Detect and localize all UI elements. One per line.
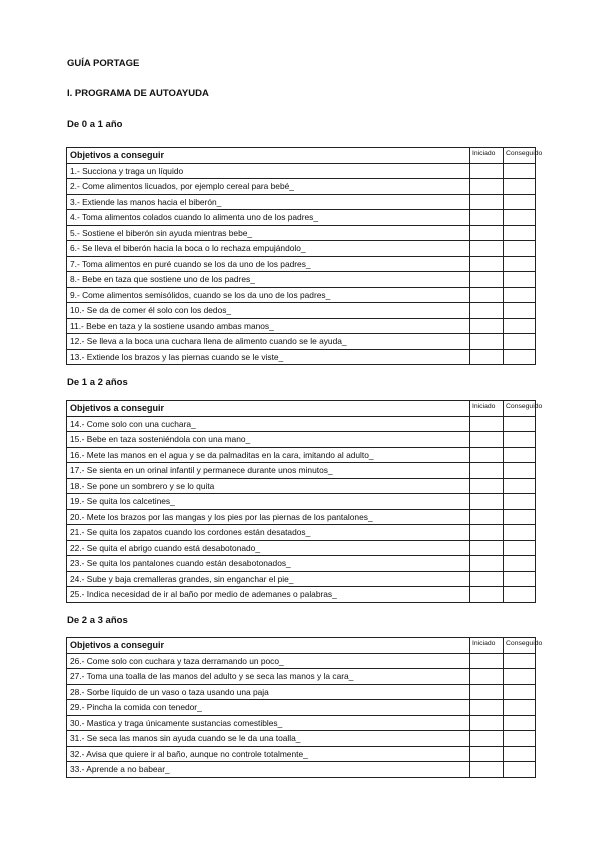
objective-cell: 12.- Se lleva a la boca una cuchara llena de alimento cuando se le ayuda_ [67,334,470,350]
objective-cell: 20.- Mete los brazos por las mangas y los pies por las piernas de los pantalones_ [67,509,470,525]
achieved-cell[interactable] [504,700,536,716]
objective-cell: 7.- Toma alimentos en puré cuando se los da uno de los padres_ [67,256,470,272]
header-objectives: Objetivos a conseguir [67,148,470,164]
objectives-table-0 [66,147,543,365]
objective-cell: 33.- Aprende a no babear_ [67,762,470,778]
objective-cell: 11.- Bebe en taza y la sostiene usando ambas manos_ [67,318,470,334]
achieved-cell[interactable] [504,556,536,572]
achieved-cell[interactable] [504,225,536,241]
table-row [67,349,536,365]
objective-cell: 3.- Extiende las manos hacia el biberón_ [67,194,470,210]
achieved-cell[interactable] [504,463,536,479]
achieved-cell[interactable] [504,179,536,195]
header-objectives: Objetivos a conseguir [67,638,470,654]
started-cell[interactable] [470,287,504,303]
achieved-cell[interactable] [504,494,536,510]
table-row [67,494,536,510]
table-row [67,731,536,747]
started-cell[interactable] [470,587,504,603]
objective-cell: 18.- Se pone un sombrero y se lo quita [67,478,470,494]
objective-cell: 21.- Se quita los zapatos cuando los cordones están desatados_ [67,525,470,541]
age-heading-0: De 0 a 1 año [67,119,123,130]
objective-cell: 22.- Se quita el abrigo cuando está desabotonado_ [67,540,470,556]
achieved-cell[interactable] [504,272,536,288]
table-row [67,318,536,334]
objective-cell: 6.- Se lleva el biberón hacia la boca o lo rechaza empujándolo_ [67,241,470,257]
started-cell[interactable] [470,525,504,541]
started-cell[interactable] [470,432,504,448]
objective-cell: 14.- Come solo con una cuchara_ [67,416,470,432]
achieved-cell[interactable] [504,334,536,350]
started-cell[interactable] [470,163,504,179]
objective-cell: 24.- Sube y baja cremalleras grandes, sin enganchar el pie_ [67,571,470,587]
achieved-cell[interactable] [504,525,536,541]
objective-cell: 26.- Come solo con cuchara y taza derramando un poco_ [67,653,470,669]
table-row [67,463,536,479]
started-cell[interactable] [470,669,504,685]
table-row [67,525,536,541]
achieved-cell[interactable] [504,163,536,179]
achieved-cell[interactable] [504,478,536,494]
started-cell[interactable] [470,272,504,288]
achieved-cell[interactable] [504,241,536,257]
achieved-cell[interactable] [504,653,536,669]
achieved-cell[interactable] [504,318,536,334]
started-cell[interactable] [470,256,504,272]
table-row [67,556,536,572]
started-cell[interactable] [470,416,504,432]
objective-cell: 17.- Se sienta en un orinal infantil y permanece durante unos minutos_ [67,463,470,479]
achieved-cell[interactable] [504,303,536,319]
objective-cell: 16.- Mete las manos en el agua y se da palmaditas en la cara, imitando al adulto_ [67,447,470,463]
table-row [67,447,536,463]
achieved-cell[interactable] [504,746,536,762]
objective-cell: 15.- Bebe en taza sosteniéndola con una mano_ [67,432,470,448]
objective-cell: 8.- Bebe en taza que sostiene uno de los padres_ [67,272,470,288]
objective-cell: 27.- Toma una toalla de las manos del adulto y se seca las manos y la cara_ [67,669,470,685]
started-cell[interactable] [470,179,504,195]
achieved-cell[interactable] [504,447,536,463]
objectives-table-1 [66,400,543,603]
achieved-cell[interactable] [504,256,536,272]
started-cell[interactable] [470,210,504,226]
started-cell[interactable] [470,225,504,241]
objective-cell: 25.- Indica necesidad de ir al baño por medio de ademanes o palabras_ [67,587,470,603]
table-row [67,684,536,700]
started-cell[interactable] [470,746,504,762]
header-started: Iniciado [470,401,504,417]
table-row [67,715,536,731]
header-objectives: Objetivos a conseguir [67,401,470,417]
table-header-row [67,148,536,164]
started-cell[interactable] [470,241,504,257]
table-row [67,432,536,448]
achieved-cell[interactable] [504,571,536,587]
objective-cell: 9.- Come alimentos semisólidos, cuando se los da uno de los padres_ [67,287,470,303]
objective-cell: 4.- Toma alimentos colados cuando lo alimenta uno de los padres_ [67,210,470,226]
table-row [67,241,536,257]
achieved-cell[interactable] [504,416,536,432]
table-row [67,653,536,669]
header-achieved: Conseguido [504,401,536,417]
table-row [67,194,536,210]
objective-cell: 30.- Mastica y traga únicamente sustancias comestibles_ [67,715,470,731]
achieved-cell[interactable] [504,731,536,747]
achieved-cell[interactable] [504,349,536,365]
table-row [67,571,536,587]
header-achieved: Conseguido [504,638,536,654]
table-row [67,163,536,179]
started-cell[interactable] [470,731,504,747]
table-row [67,700,536,716]
achieved-cell[interactable] [504,509,536,525]
table-header-row [67,638,536,654]
achieved-cell[interactable] [504,287,536,303]
table-row [67,416,536,432]
table-row [67,509,536,525]
objective-cell: 28.- Sorbe líquido de un vaso o taza usando una paja [67,684,470,700]
achieved-cell[interactable] [504,715,536,731]
started-cell[interactable] [470,715,504,731]
started-cell[interactable] [470,303,504,319]
table-header-row [67,401,536,417]
table-row [67,540,536,556]
started-cell[interactable] [470,478,504,494]
started-cell[interactable] [470,194,504,210]
objectives-table-2 [66,637,543,778]
achieved-cell[interactable] [504,432,536,448]
started-cell[interactable] [470,684,504,700]
started-cell[interactable] [470,349,504,365]
started-cell[interactable] [470,447,504,463]
table-row [67,587,536,603]
started-cell[interactable] [470,762,504,778]
objective-cell: 5.- Sostiene el biberón sin ayuda mientras bebe_ [67,225,470,241]
started-cell[interactable] [470,463,504,479]
started-cell[interactable] [470,571,504,587]
achieved-cell[interactable] [504,540,536,556]
objective-cell: 19.- Se quita los calcetines_ [67,494,470,510]
objective-cell: 31.- Se seca las manos sin ayuda cuando se le da una toalla_ [67,731,470,747]
objective-cell: 1.- Succiona y traga un líquido [67,163,470,179]
table-row [67,287,536,303]
table-row [67,478,536,494]
achieved-cell[interactable] [504,762,536,778]
age-heading-2: De 2 a 3 años [67,615,128,626]
objective-cell: 23.- Se quita los pantalones cuando están desabotonados_ [67,556,470,572]
header-started: Iniciado [470,638,504,654]
achieved-cell[interactable] [504,194,536,210]
objective-cell: 2.- Come alimentos licuados, por ejemplo cereal para bebé_ [67,179,470,195]
achieved-cell[interactable] [504,210,536,226]
table-row [67,334,536,350]
table-row [67,272,536,288]
table-row [67,225,536,241]
table-row [67,762,536,778]
table-row [67,303,536,319]
achieved-cell[interactable] [504,587,536,603]
table-row [67,746,536,762]
started-cell[interactable] [470,540,504,556]
achieved-cell[interactable] [504,684,536,700]
started-cell[interactable] [470,334,504,350]
program-title: I. PROGRAMA DE AUTOAYUDA [67,88,209,99]
achieved-cell[interactable] [504,669,536,685]
objective-cell: 32.- Avisa que quiere ir al baño, aunque no controle totalmente_ [67,746,470,762]
objective-cell: 10.- Se da de comer él solo con los dedos_ [67,303,470,319]
document-title: GUÍA PORTAGE [67,58,140,69]
header-achieved: Conseguido [504,148,536,164]
age-heading-1: De 1 a 2 años [67,377,128,388]
started-cell[interactable] [470,700,504,716]
header-started: Iniciado [470,148,504,164]
table-row [67,179,536,195]
table-row [67,669,536,685]
table-row [67,210,536,226]
objective-cell: 29.- Pincha la comida con tenedor_ [67,700,470,716]
started-cell[interactable] [470,318,504,334]
started-cell[interactable] [470,494,504,510]
started-cell[interactable] [470,509,504,525]
objective-cell: 13.- Extiende los brazos y las piernas cuando se le viste_ [67,349,470,365]
started-cell[interactable] [470,556,504,572]
table-row [67,256,536,272]
started-cell[interactable] [470,653,504,669]
